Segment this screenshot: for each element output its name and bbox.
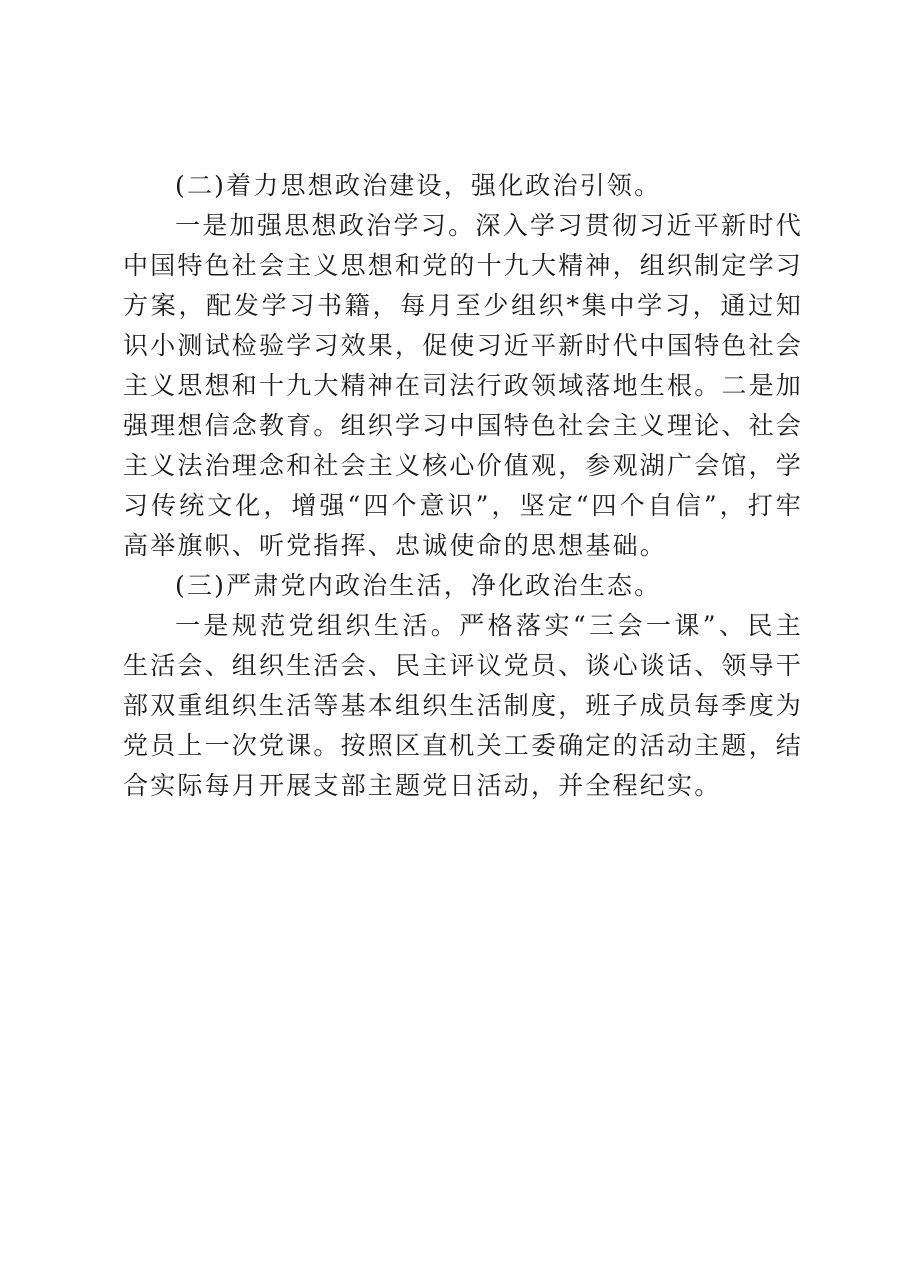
document-body (123, 166, 803, 806)
section-2-paragraph: 一是加强思想政治学习。深入学习贯彻习近平新时代中国特色社会主义思想和党的十九大精神，组织制定学习方案，配发学习书籍，每月至少组织*集中学习，通过知识小测试检验学习效果，促使习近平新时代中国特色社会主义思想和十九大精神在司法行政领域落地生根。二是加强理想信念教育。组织学习中国特色社会主义理论、社会主义法治理念和社会主义核心价值观，参观湖广会馆，学习传统文化，增强“四个意识”，坚定“四个自信”，打牢高举旗帜、听党指挥、忠诚使命的思想基础。 (123, 211, 804, 560)
section-2-heading: (二)着力思想政治建设，强化政治引领。 (175, 171, 662, 200)
section-3-paragraph: 一是规范党组织生活。严格落实“三会一课”、民主生活会、组织生活会、民主评议党员、谈心谈话、领导干部双重组织生活等基本组织生活制度，班子成员每季度为党员上一次党课。按照区直机关工委确定的活动主题，结合实际每月开展支部主题党日活动，并全程纪实。 (123, 611, 804, 800)
section-3-heading: (三)严肃党内政治生活，净化政治生态。 (175, 571, 662, 600)
